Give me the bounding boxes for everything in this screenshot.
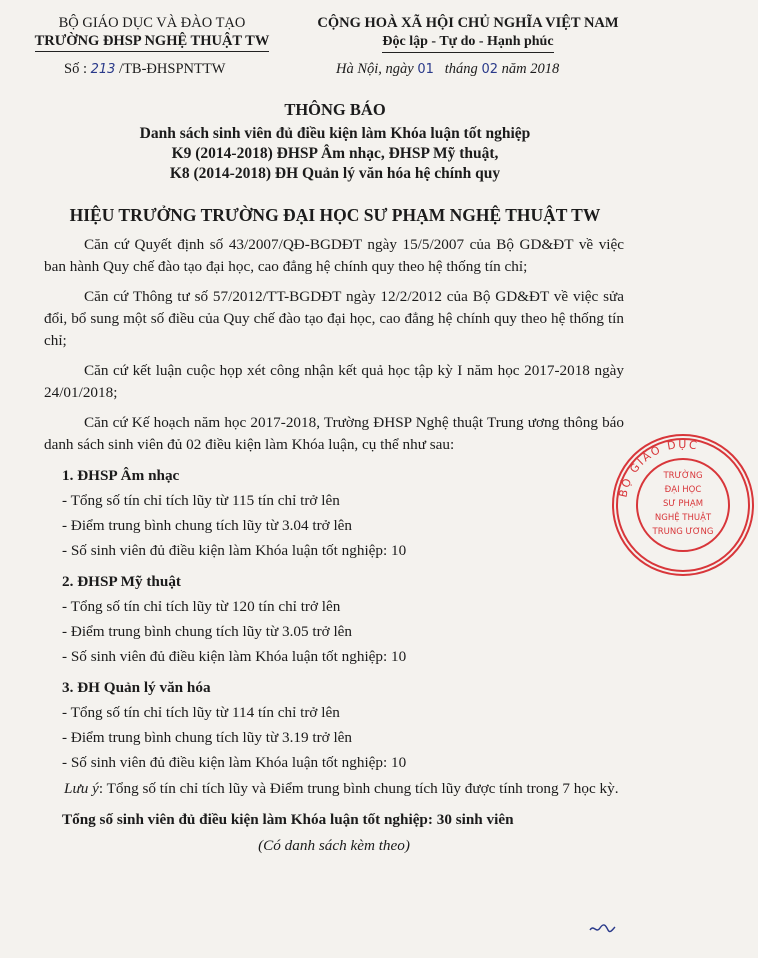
total-summary: Tổng số sinh viên đủ điều kiện làm Khóa luận tốt nghiệp: 30 sinh viên	[62, 811, 514, 828]
handwritten-day: 01	[417, 62, 434, 77]
paragraph: Căn cứ Kế hoạch năm học 2017-2018, Trường ĐHSP Nghệ thuật Trung ương thông báo danh sách sinh viên đủ 02 điều kiện làm Khóa luận, cụ thể như sau:	[44, 414, 624, 453]
note-paragraph: Lưu ý: Tổng số tín chỉ tích lũy và Điểm trung bình chung tích lũy được tính trong 7 học kỳ.	[64, 780, 619, 797]
note-label: Lưu ý	[64, 780, 99, 797]
list-item: - Số sinh viên đủ điều kiện làm Khóa luận tốt nghiệp: 10	[62, 754, 407, 771]
document-title: THÔNG BÁO	[284, 100, 386, 119]
ministry-name: BỘ GIÁO DỤC VÀ ĐÀO TẠO	[58, 15, 246, 31]
list-item: - Điểm trung bình chung tích lũy từ 3.19 trở lên	[62, 729, 353, 746]
list-item: - Tổng số tín chỉ tích lũy từ 115 tín chỉ trở lên	[62, 492, 340, 509]
svg-text:BỘ GIÁO DỤC: BỘ GIÁO DỤC	[616, 437, 700, 499]
signature-mark-icon	[588, 920, 616, 936]
list-item: - Tổng số tín chỉ tích lũy từ 114 tín chỉ trở lên	[62, 704, 340, 721]
list-item: - Điểm trung bình chung tích lũy từ 3.04 trở lên	[62, 517, 353, 534]
agency-header	[22, 14, 282, 52]
document-body	[44, 234, 624, 857]
svg-text:ĐẠI HỌC: ĐẠI HỌC	[664, 485, 702, 495]
document-subtitle: Danh sách sinh viên đủ điều kiện làm Khóa luận tốt nghiệp K9 (2014-2018) ĐHSP Âm nhạc, ĐHSP Mỹ thuật, K8 (2014-2018) ĐH Quản lý văn hóa hệ chính quy	[139, 125, 531, 182]
issuer-heading: HIỆU TRƯỞNG TRƯỜNG ĐẠI HỌC SƯ PHẠM NGHỆ THUẬT TW	[69, 205, 601, 225]
document-number: Số : 213 /TB-ĐHSPNTTW	[64, 61, 226, 77]
attachment-note: (Có danh sách kèm theo)	[258, 837, 410, 854]
handwritten-month: 02	[481, 62, 498, 77]
country-name: CỘNG HOÀ XÃ HỘI CHỦ NGHĨA VIỆT NAM	[317, 15, 619, 31]
date-line: Hà Nội, ngày 01 tháng 02 năm 2018	[336, 61, 560, 77]
list-item: - Tổng số tín chỉ tích lũy từ 120 tín chỉ trở lên	[62, 598, 341, 615]
paragraph: Căn cứ Thông tư số 57/2012/TT-BGDĐT ngày 12/2/2012 của Bộ GD&ĐT về việc sửa đổi, bổ sung một số điều của Quy chế đào tạo đại học, cao đẳng hệ chính quy theo hệ thống tín chỉ;	[44, 288, 624, 349]
official-seal-icon	[608, 430, 758, 580]
national-header	[282, 14, 654, 53]
paragraph: Căn cứ Quyết định số 43/2007/QĐ-BGDĐT ngày 15/5/2007 của Bộ GD&ĐT về việc ban hành Quy chế đào tạo đại học, cao đẳng hệ chính quy theo hệ thống tín chỉ;	[44, 236, 624, 275]
section-heading: 2. ĐHSP Mỹ thuật	[62, 573, 181, 590]
national-motto: Độc lập - Tự do - Hạnh phúc	[382, 33, 553, 53]
section-heading: 1. ĐHSP Âm nhạc	[62, 467, 180, 484]
svg-text:TRUNG ƯƠNG: TRUNG ƯƠNG	[652, 527, 714, 537]
list-item: - Điểm trung bình chung tích lũy từ 3.05 trở lên	[62, 623, 353, 640]
svg-text:TRƯỜNG: TRƯỜNG	[663, 471, 703, 481]
paragraph: Căn cứ kết luận cuộc họp xét công nhận kết quả học tập kỳ I năm học 2017-2018 ngày 24/01/2018;	[44, 362, 624, 401]
section-heading: 3. ĐH Quản lý văn hóa	[62, 679, 211, 696]
svg-text:SƯ PHẠM: SƯ PHẠM	[662, 499, 704, 509]
svg-text:NGHỆ THUẬT: NGHỆ THUẬT	[654, 513, 712, 523]
list-item: - Số sinh viên đủ điều kiện làm Khóa luận tốt nghiệp: 10	[62, 648, 407, 665]
handwritten-number: 213	[90, 62, 116, 77]
school-name: TRƯỜNG ĐHSP NGHỆ THUẬT TW	[35, 32, 270, 52]
list-item: - Số sinh viên đủ điều kiện làm Khóa luận tốt nghiệp: 10	[62, 542, 407, 559]
